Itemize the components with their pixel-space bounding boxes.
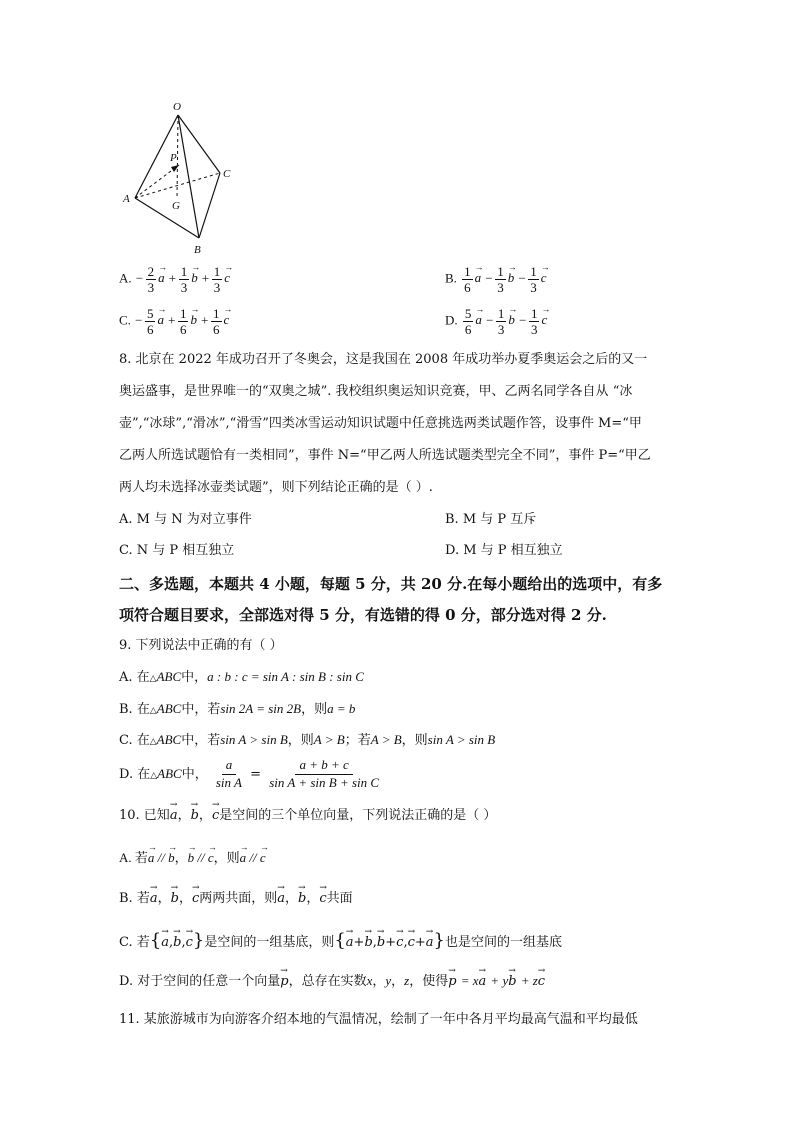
q10-option-d[interactable]: D. 对于空间的任意一个向量→ p，总存在实数x，y，z，使得→ p = x→ a + y→ b + z→ c xyxy=(119,973,545,990)
q9-option-b[interactable]: B. 在△ABC中，若sin 2A = sin 2B，则a = b xyxy=(119,701,356,717)
edge-cb xyxy=(199,173,220,238)
q7-option-d[interactable]: D. $\frac{5}{6}$ → a − $\frac{1}{3}$ → b − $\frac{1}{3}$ → c xyxy=(445,307,547,336)
q11-line-1: 11. 某旅游城市为向游客介绍本地的气温情况，绘制了一年中各月平均最高气温和平均最低 xyxy=(119,1012,638,1027)
q8-option-d[interactable]: D. M 与 P 相互独立 xyxy=(445,543,563,558)
section2-line-2: 项符合题目要求，全部选对得 5 分，有选错的得 0 分，部分选对得 2 分. xyxy=(119,606,607,624)
q10-option-a[interactable]: A. 若→ a // → b，→ b // → c，则→ a // → c xyxy=(119,850,266,866)
edge-oc xyxy=(178,115,220,173)
label-g: G xyxy=(172,200,180,212)
q7-option-c[interactable]: C. − $\frac{5}{6}$ → a + $\frac{1}{6}$ → b + $\frac{1}{6}$ → c xyxy=(119,307,229,336)
line-ap-dashed xyxy=(135,165,179,198)
label-o: O xyxy=(173,101,181,113)
section2-line-1: 二、多选题，本题共 4 小题，每题 5 分，共 20 分.在每小题给出的选项中，有多 xyxy=(119,575,663,593)
q7-option-b[interactable]: B. $\frac{1}{6}$ → a − $\frac{1}{3}$ → b − $\frac{1}{3}$ → c xyxy=(445,265,547,294)
q8-line-3: 壶”,“冰球”,“滑冰”,“滑雪”四类冰雪运动知识试题中任意挑选两类试题作答，设事件 M=“甲 xyxy=(119,416,642,431)
label-a: A xyxy=(123,193,130,205)
q8-option-a[interactable]: A. M 与 N 为对立事件 xyxy=(119,512,252,527)
q8-line-2: 奥运盛事，是世界唯一的“双奥之城”. 我校组织奥运知识竞赛，甲、乙两名同学各自从 “冰 xyxy=(119,384,633,399)
q8-line-5: 两人均未选择冰壶类试题”，则下列结论正确的是（ ）. xyxy=(119,480,433,495)
label-c: C xyxy=(223,168,231,180)
q10-option-c[interactable]: C. 若{→ a,→ b,→ c}是空间的一组基底，则{→ a+→ b,→ b+→ c,→ c+→ a}也是空间的一组基底 xyxy=(119,930,562,952)
q7-option-a[interactable]: A. − $\frac{2}{3}$ → a + $\frac{1}{3}$ → b + $\frac{1}{3}$ → c xyxy=(119,265,230,294)
edge-ab xyxy=(135,198,199,238)
q8-option-c[interactable]: C. N 与 P 相互独立 xyxy=(119,543,235,558)
q9-option-c[interactable]: C. 在△ABC中，若sin A > sin B，则A > B；若A > B，则sin A > sin B xyxy=(119,732,496,748)
q8-option-b[interactable]: B. M 与 P 互斥 xyxy=(445,512,537,527)
edge-ob xyxy=(178,115,199,238)
q9-option-d[interactable]: D. 在△ABC中， $\frac{a}{\text{sin A}}$ = $\frac{a + b + c}{\text{sin A + sin B + sin C}}$ xyxy=(119,757,380,790)
q8-line-4: 乙两人所选试题恰有一类相同”，事件 N=“甲乙两人所选试题类型完全不同”，事件 P=“甲乙 xyxy=(119,448,651,463)
q9-stem: 9. 下列说法中正确的有（ ） xyxy=(119,638,283,653)
q10-option-b[interactable]: B. 若→ a，→ b，→ c两两共面，则→ a，→ b，→ c共面 xyxy=(119,891,353,907)
q8-line-1: 8. 北京在 2022 年成功召开了冬奥会，这是我国在 2008 年成功举办夏季奥运会之后的又一 xyxy=(119,352,648,367)
q9-option-a[interactable]: A. 在△ABC中，a : b : c = sin A : sin B : sin C xyxy=(119,669,364,685)
q10-stem: 10. 已知→ a，→ b，→ c是空间的三个单位向量，下列说法正确的是（ ） xyxy=(119,808,496,824)
line-og-dashed xyxy=(177,115,178,199)
label-p: P xyxy=(170,152,177,164)
tetrahedron-figure xyxy=(115,95,245,260)
label-b: B xyxy=(194,244,201,256)
